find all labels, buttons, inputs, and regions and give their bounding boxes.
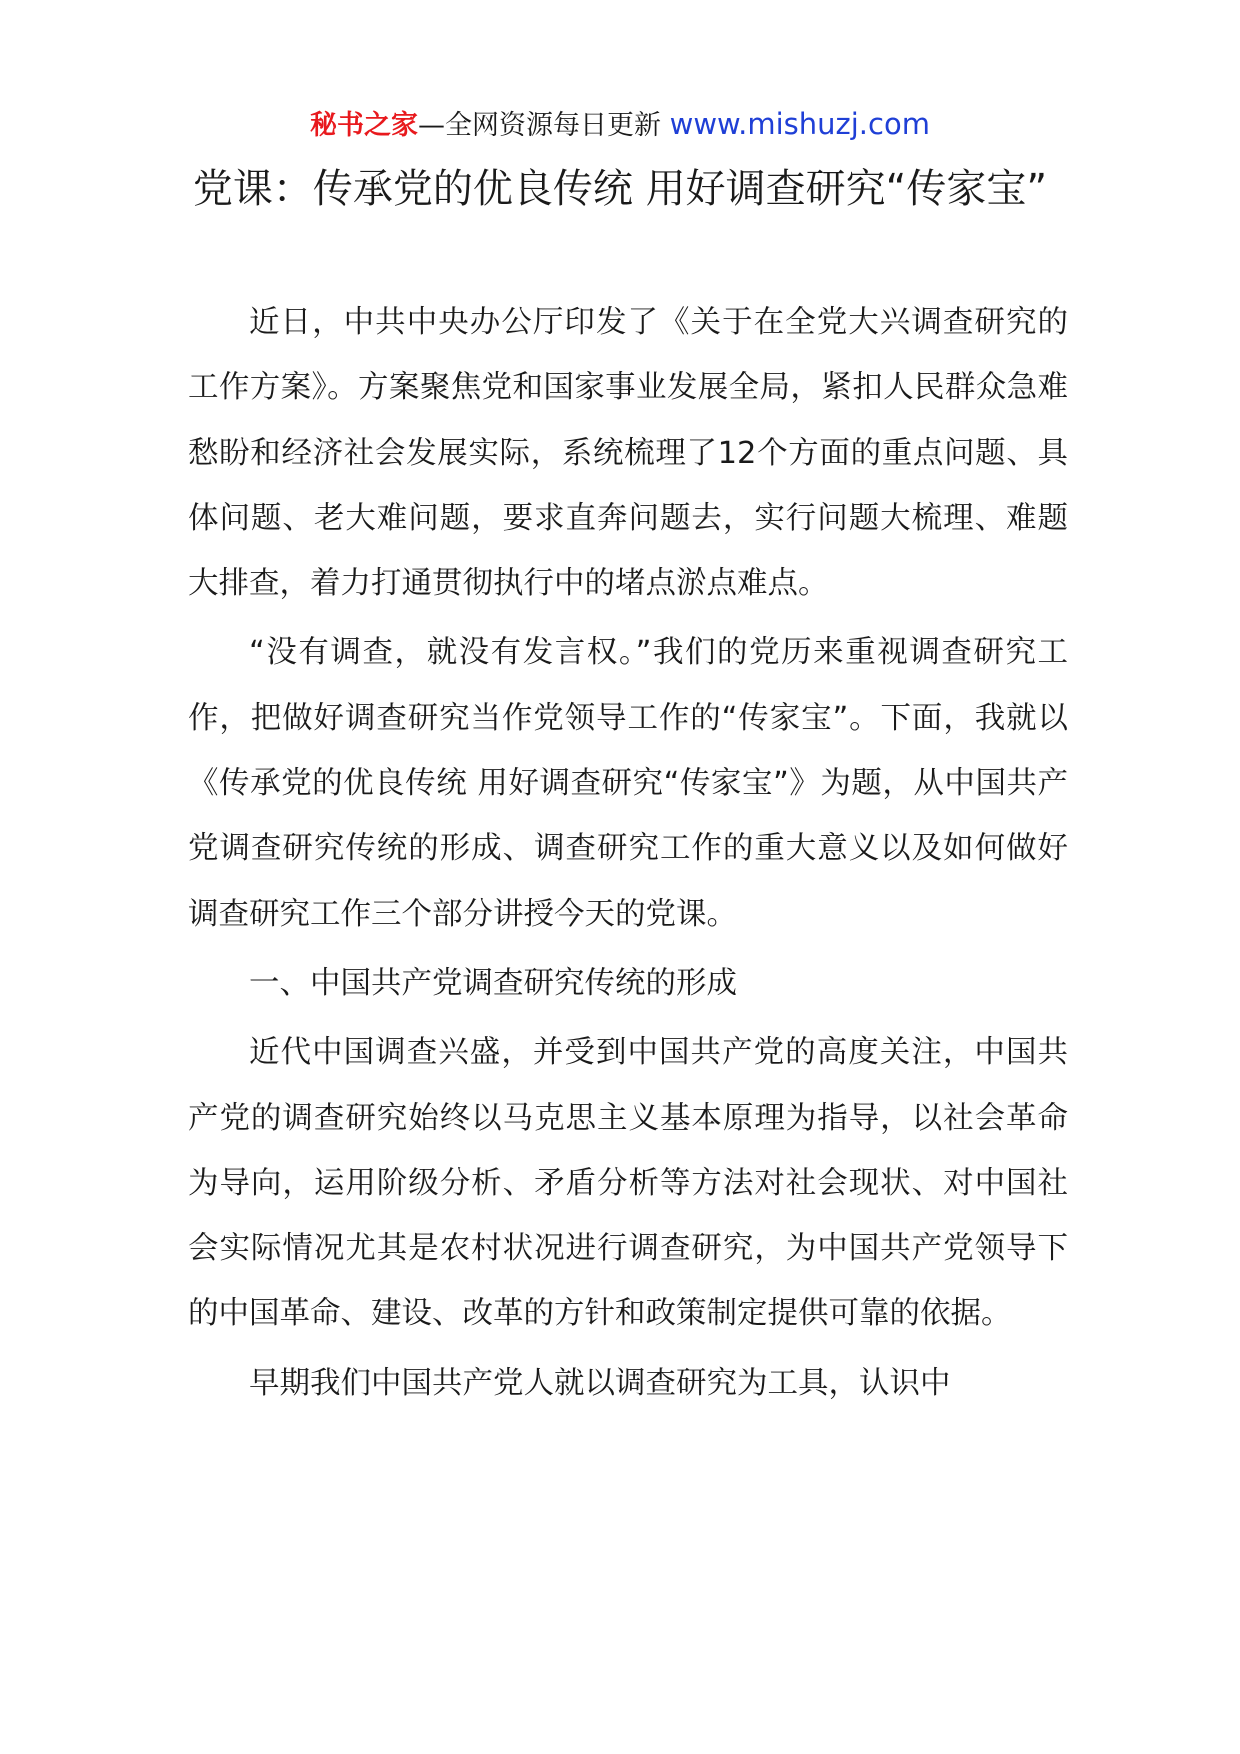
paragraph-section-1: 近代中国调查兴盛，并受到中国共产党的高度关注，中国共产党的调查研究始终以马克思主义基本原理为指导，以社会革命为导向，运用阶级分析、矛盾分析等方法对社会现状、对中国社会实际情况尤其是农村状况进行调查研究，为中国共产党领导下的中国革命、建设、改革的方针和政策制定提供可靠的依据。	[188, 1035, 1068, 1332]
site-brand-name: 秘书之家	[310, 110, 419, 141]
paragraph-intro: 近日，中共中央办公厅印发了《关于在全党大兴调查研究的工作方案》。方案聚焦党和国家事业发展全局，紧扣人民群众急难愁盼和经济社会发展实际，系统梳理了12个方面的重点问题、具体问题、老大难问题，要求直奔问题去，实行问题大梳理、难题大排查，着力打通贯彻执行中的堵点淤点难点。	[188, 305, 1068, 602]
section-heading-1: 一、中国共产党调查研究传统的形成	[249, 965, 737, 1001]
paragraph-section-2: 早期我们中国共产党人就以调查研究为工具，认识中	[249, 1365, 951, 1401]
paragraph-purpose: “没有调查，就没有发言权。”我们的党历来重视调查研究工作，把做好调查研究当作党领导工作的“传家宝”。下面，我就以《传承党的优良传统 用好调查研究“传家宝”》为题，从中国共产党调查研究传统的形成、调查研究工作的重大意义以及如何做好调查研究工作三个部分讲授今天的党课。	[188, 635, 1068, 932]
document-title: 党课：传承党的优良传统 用好调查研究“传家宝”	[192, 166, 1048, 212]
site-header	[0, 104, 1240, 146]
site-tagline: —全网资源每日更新	[418, 110, 662, 141]
document-body	[188, 290, 1068, 1420]
site-url-link[interactable]: www.mishuzj.com	[669, 107, 930, 141]
